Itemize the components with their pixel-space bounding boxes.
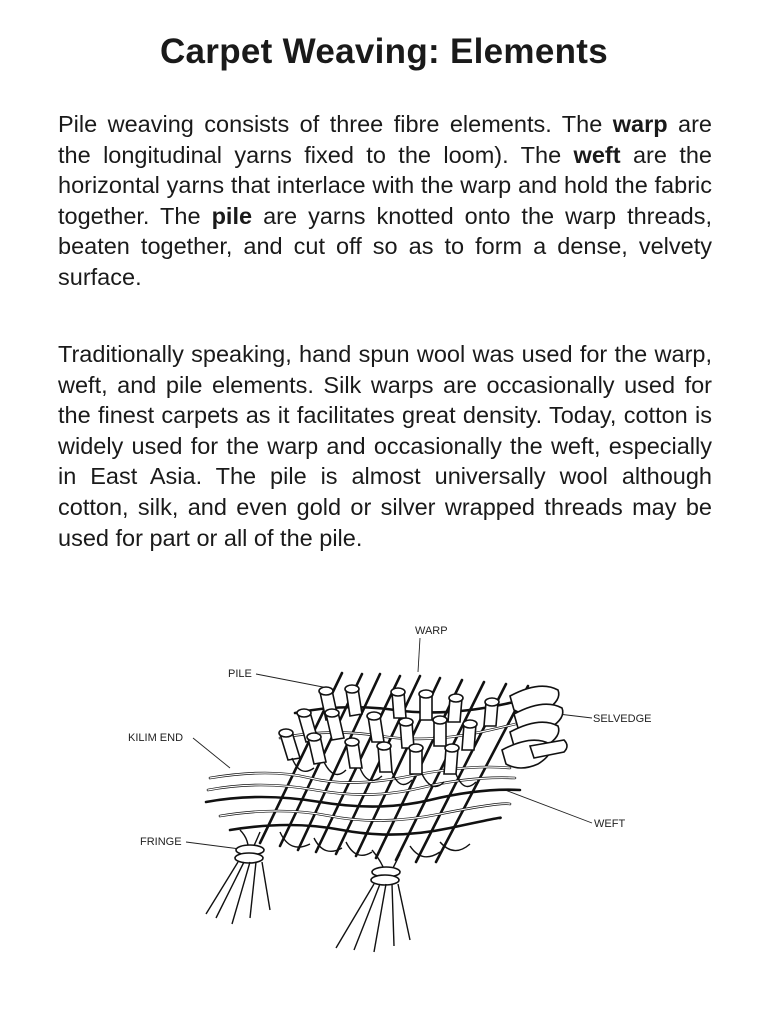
term-weft: weft: [573, 141, 621, 168]
page-title: Carpet Weaving: Elements: [159, 32, 609, 71]
intro-text-4: are yarns knotted onto the warp threads, beaten together, and cut off so as to form a dense, velvety surface.: [58, 202, 712, 290]
label-kilim-end: KILIM END: [128, 732, 184, 744]
intro-paragraph: [58, 109, 712, 293]
intro-text-1: Pile weaving consists of three fibre elements. The: [58, 111, 613, 137]
label-weft: WEFT: [594, 818, 626, 830]
materials-paragraph: Traditionally speaking, hand spun wool was used for the warp, weft, and pile elements. Silk warps are occasionally used for the finest carpets as it facilitates great density. Today, cotton is widely used for the warp and occasionally the weft, especially in East Asia. The pile is almost universally wool although cotton, silk, and even gold or silver wrapped threads may be used for part or all of the pile.: [58, 341, 712, 551]
label-selvedge: SELVEDGE: [593, 713, 652, 725]
term-pile: pile: [211, 202, 253, 229]
intro-text-3: are the horizontal yarns that interlace with the warp and hold the fabric together. The: [58, 141, 712, 229]
woven-structure: [206, 673, 567, 952]
label-fringe: FRINGE: [140, 836, 182, 848]
label-warp: WARP: [415, 625, 448, 637]
selvedge-coil: [502, 686, 567, 768]
fringe-right: [336, 850, 410, 952]
label-pile: PILE: [228, 668, 252, 680]
term-warp: warp: [612, 111, 668, 137]
carpet-structure-diagram: [110, 618, 690, 963]
intro-text-2: are the longitudinal yarns fixed to the loom). The: [58, 111, 712, 168]
